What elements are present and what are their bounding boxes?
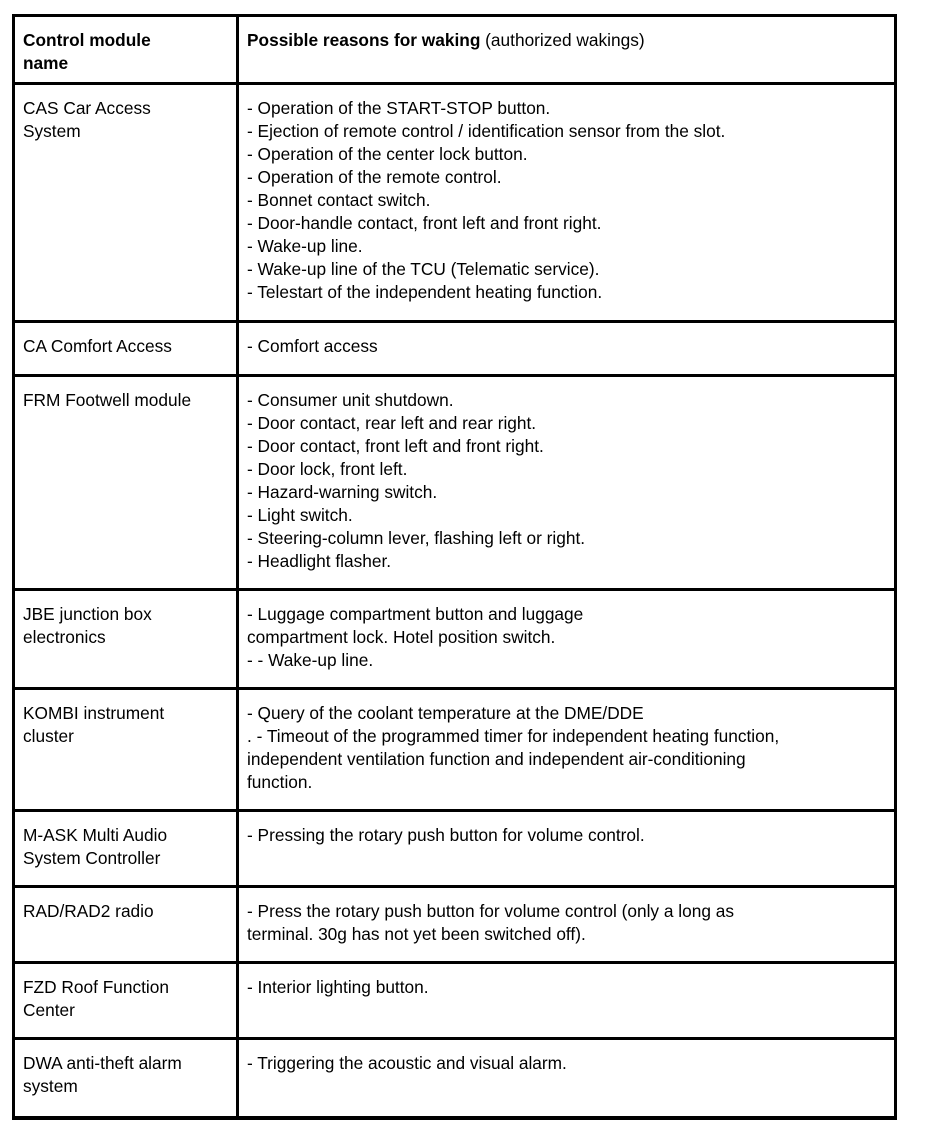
module-cell	[15, 377, 236, 588]
reasons-cell	[239, 690, 894, 809]
reason-line: function.	[247, 772, 313, 792]
reason-line: - Hazard-warning switch.	[247, 482, 438, 502]
reason-line: - Press the rotary push button for volume control (only a long as	[247, 901, 734, 921]
module-name: FZD Roof Function Center	[23, 977, 169, 1020]
reason-line: compartment lock. Hotel position switch.	[247, 627, 556, 647]
reasons-cell	[239, 323, 894, 374]
header-reasons-bold: Possible reasons for waking	[247, 30, 481, 50]
module-cell	[15, 591, 236, 687]
reasons-cell	[239, 888, 894, 961]
reason-line: - Operation of the START-STOP button.	[247, 98, 551, 118]
reason-line: - Telestart of the independent heating function.	[247, 282, 603, 302]
header-reasons	[239, 17, 894, 82]
reason-line: - Bonnet contact switch.	[247, 190, 431, 210]
reason-line: - Consumer unit shutdown.	[247, 390, 454, 410]
reason-line: - Door-handle contact, front left and front right.	[247, 213, 602, 233]
reasons-cell	[239, 964, 894, 1037]
reason-line: - Steering-column lever, flashing left or right.	[247, 528, 586, 548]
header-module-name-text: Control module name	[23, 30, 151, 73]
module-cell	[15, 812, 236, 885]
reasons-cell	[239, 591, 894, 687]
reasons-cell	[239, 812, 894, 885]
module-name: RAD/RAD2 radio	[23, 901, 154, 921]
reason-line: independent ventilation function and independent air-conditioning	[247, 749, 746, 769]
header-module-name	[15, 17, 236, 82]
module-cell	[15, 888, 236, 961]
module-name: FRM Footwell module	[23, 390, 192, 410]
wake-reasons-table	[12, 14, 897, 1120]
reason-line: - Ejection of remote control / identification sensor from the slot.	[247, 121, 726, 141]
module-name: DWA anti-theft alarm system	[23, 1053, 182, 1096]
reason-line: . - Timeout of the programmed timer for independent heating function,	[247, 726, 780, 746]
reasons-cell	[239, 1040, 894, 1116]
reason-line: - Wake-up line.	[247, 236, 363, 256]
reasons-cell	[239, 85, 894, 320]
module-cell	[15, 964, 236, 1037]
module-cell	[15, 323, 236, 374]
header-reasons-note: (authorized wakings)	[480, 30, 645, 50]
reason-line: - Wake-up line of the TCU (Telematic service).	[247, 259, 600, 279]
module-name: KOMBI instrument cluster	[23, 703, 165, 746]
reason-line: - Luggage compartment button and luggage	[247, 604, 584, 624]
reason-line: - Door contact, front left and front right.	[247, 436, 544, 456]
module-cell	[15, 1040, 236, 1116]
module-cell	[15, 690, 236, 809]
reason-line: - Query of the coolant temperature at the DME/DDE	[247, 703, 644, 723]
reason-line: - Operation of the remote control.	[247, 167, 502, 187]
module-cell	[15, 85, 236, 320]
reason-line: - Operation of the center lock button.	[247, 144, 528, 164]
reason-line: - Triggering the acoustic and visual alarm.	[247, 1053, 567, 1073]
module-name: M-ASK Multi Audio System Controller	[23, 825, 168, 868]
reason-line: - Door contact, rear left and rear right.	[247, 413, 537, 433]
reason-line: - Interior lighting button.	[247, 977, 429, 997]
reason-line: - Light switch.	[247, 505, 353, 525]
reason-line: - Comfort access	[247, 336, 378, 356]
module-name: CA Comfort Access	[23, 336, 172, 356]
module-name: JBE junction box electronics	[23, 604, 152, 647]
reason-line: - Door lock, front left.	[247, 459, 408, 479]
reason-line: - Headlight flasher.	[247, 551, 392, 571]
module-name: CAS Car Access System	[23, 98, 151, 141]
reason-line: - Pressing the rotary push button for volume control.	[247, 825, 645, 845]
reason-line: terminal. 30g has not yet been switched off).	[247, 924, 586, 944]
reason-line: - - Wake-up line.	[247, 650, 374, 670]
reasons-cell	[239, 377, 894, 588]
